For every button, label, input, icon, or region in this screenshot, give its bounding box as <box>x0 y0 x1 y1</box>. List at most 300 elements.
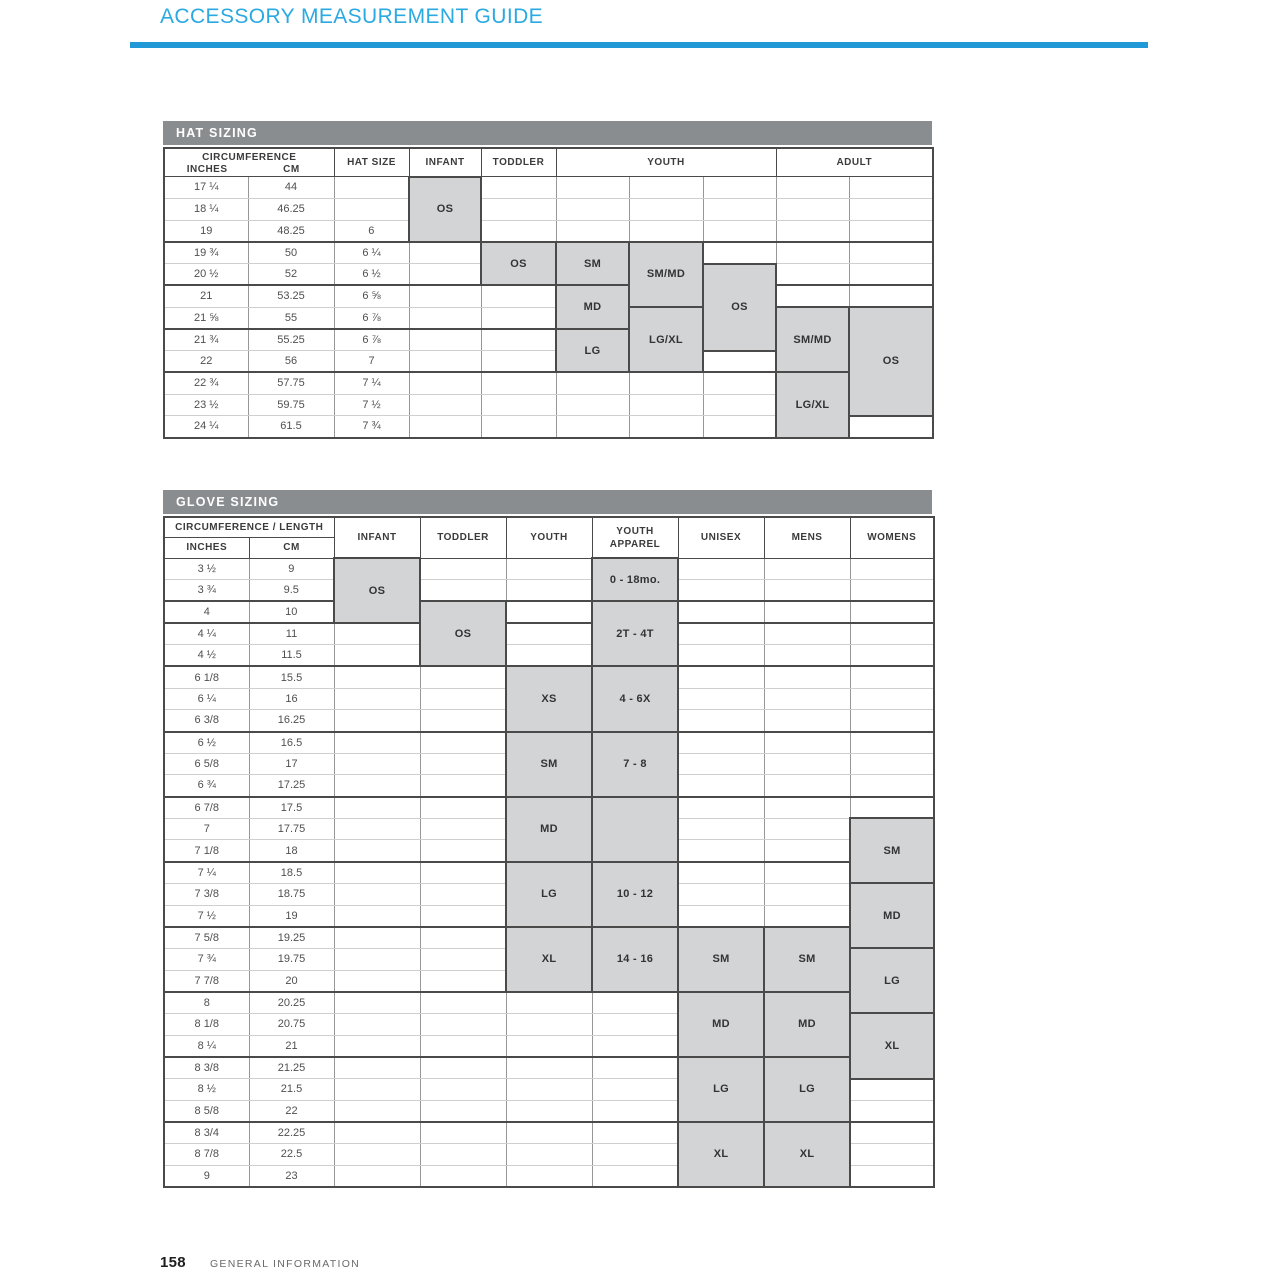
empty-cell <box>850 753 934 775</box>
empty-cell <box>678 688 764 710</box>
measure-cell: 22.25 <box>249 1122 334 1144</box>
measure-cell: 48.25 <box>248 220 334 242</box>
empty-cell <box>420 818 506 840</box>
measure-cell: 7 5/8 <box>164 927 249 949</box>
empty-cell <box>409 307 481 329</box>
empty-cell <box>420 1057 506 1079</box>
size-block: MD <box>556 285 629 329</box>
empty-cell <box>678 623 764 645</box>
empty-cell <box>850 710 934 732</box>
empty-cell <box>481 220 556 242</box>
empty-cell <box>592 1013 678 1035</box>
measure-cell: 24 ¼ <box>164 416 248 438</box>
measure-cell: 16 <box>249 688 334 710</box>
empty-cell <box>420 1079 506 1101</box>
measure-cell: 6 ¼ <box>164 688 249 710</box>
empty-cell <box>334 797 420 819</box>
measure-cell: 6 ⅝ <box>334 285 409 307</box>
unit-header: INCHES <box>186 164 228 175</box>
empty-cell <box>850 1079 934 1101</box>
empty-cell <box>481 285 556 307</box>
table-row <box>164 220 933 242</box>
empty-cell <box>420 1013 506 1035</box>
empty-cell <box>420 558 506 580</box>
measure-cell: 57.75 <box>248 372 334 394</box>
unit-header: INCHES <box>164 537 249 558</box>
empty-cell <box>764 580 850 602</box>
empty-cell <box>334 905 420 927</box>
empty-cell <box>678 601 764 623</box>
hat-table-grid <box>163 147 934 439</box>
empty-cell <box>703 351 776 373</box>
measure-cell: 17.75 <box>249 818 334 840</box>
table-row <box>164 558 934 580</box>
column-header: UNISEX <box>678 517 764 558</box>
empty-cell <box>334 970 420 992</box>
empty-cell <box>764 883 850 905</box>
empty-cell <box>409 416 481 438</box>
empty-cell <box>678 580 764 602</box>
size-block: SM/MD <box>629 242 703 307</box>
empty-cell <box>556 198 629 220</box>
measure-cell: 15.5 <box>249 666 334 688</box>
size-block: 14 - 16 <box>592 927 678 992</box>
empty-cell <box>592 992 678 1014</box>
size-block: MD <box>506 797 592 862</box>
empty-cell <box>420 753 506 775</box>
empty-cell <box>334 862 420 884</box>
measure-cell: 21 ⅝ <box>164 307 248 329</box>
table-row <box>164 242 933 264</box>
empty-cell <box>556 372 629 394</box>
size-block: OS <box>481 242 556 286</box>
size-block: XL <box>678 1122 764 1187</box>
empty-cell <box>629 372 703 394</box>
empty-cell <box>420 992 506 1014</box>
table-row <box>164 307 933 329</box>
empty-cell <box>556 220 629 242</box>
size-block: SM <box>556 242 629 286</box>
empty-cell <box>420 1144 506 1166</box>
empty-cell <box>334 1165 420 1187</box>
measure-cell: 53.25 <box>248 285 334 307</box>
empty-cell <box>592 1122 678 1144</box>
measure-cell: 46.25 <box>248 198 334 220</box>
empty-cell <box>334 840 420 862</box>
empty-cell <box>334 688 420 710</box>
size-block <box>592 797 678 862</box>
empty-cell <box>334 666 420 688</box>
measure-cell: 23 <box>249 1165 334 1187</box>
measure-cell: 20.75 <box>249 1013 334 1035</box>
empty-cell <box>850 775 934 797</box>
size-block: OS <box>703 264 776 351</box>
size-block: 2T - 4T <box>592 601 678 666</box>
empty-cell <box>506 1165 592 1187</box>
empty-cell <box>506 1100 592 1122</box>
table-row <box>164 285 933 307</box>
empty-cell <box>506 580 592 602</box>
empty-cell <box>334 710 420 732</box>
empty-cell <box>506 992 592 1014</box>
column-header: INFANT <box>409 148 481 177</box>
empty-cell <box>334 732 420 754</box>
measure-cell: 22.5 <box>249 1144 334 1166</box>
measure-cell: 6 1/8 <box>164 666 249 688</box>
empty-cell <box>420 840 506 862</box>
empty-cell <box>420 970 506 992</box>
empty-cell <box>592 1079 678 1101</box>
column-header: YOUTH <box>506 517 592 558</box>
empty-cell <box>678 732 764 754</box>
table-row <box>164 623 934 645</box>
measure-cell: 7 ¾ <box>164 948 249 970</box>
table-row <box>164 601 934 623</box>
measure-cell: 22 <box>164 351 248 373</box>
empty-cell <box>334 992 420 1014</box>
empty-cell <box>409 242 481 264</box>
size-block: XL <box>506 927 592 992</box>
empty-cell <box>506 1079 592 1101</box>
empty-cell <box>592 1144 678 1166</box>
measure-cell: 8 <box>164 992 249 1014</box>
measure-cell: 19 <box>249 905 334 927</box>
measure-cell: 61.5 <box>248 416 334 438</box>
empty-cell <box>481 198 556 220</box>
measure-cell: 21 <box>249 1035 334 1057</box>
unit-header: CM <box>249 537 334 558</box>
table-row <box>164 198 933 220</box>
empty-cell <box>334 927 420 949</box>
glove-sizing-table <box>163 490 932 1188</box>
empty-cell <box>334 883 420 905</box>
size-block: XL <box>764 1122 850 1187</box>
measure-cell: 8 1/8 <box>164 1013 249 1035</box>
table-row <box>164 580 934 602</box>
empty-cell <box>678 645 764 667</box>
empty-cell <box>481 329 556 351</box>
section-label: GENERAL INFORMATION <box>209 1258 361 1270</box>
empty-cell <box>420 905 506 927</box>
page-title: ACCESSORY MEASUREMENT GUIDE <box>160 5 544 28</box>
circumference-header: CIRCUMFERENCE / LENGTH <box>164 517 334 537</box>
empty-cell <box>409 285 481 307</box>
measure-cell: 7 <box>334 351 409 373</box>
size-block: SM <box>506 732 592 797</box>
accent-rule <box>130 42 1148 48</box>
size-block: 4 - 6X <box>592 666 678 731</box>
measure-cell: 7 ¼ <box>334 372 409 394</box>
empty-cell <box>850 623 934 645</box>
empty-cell <box>334 818 420 840</box>
measure-cell: 9.5 <box>249 580 334 602</box>
empty-cell <box>506 645 592 667</box>
measure-cell: 19.25 <box>249 927 334 949</box>
measure-cell: 21 <box>164 285 248 307</box>
empty-cell <box>850 1165 934 1187</box>
size-block: 10 - 12 <box>592 862 678 927</box>
size-block: SM <box>678 927 764 992</box>
measure-cell: 4 ¼ <box>164 623 249 645</box>
empty-cell <box>678 862 764 884</box>
size-block: SM <box>764 927 850 992</box>
measure-cell: 20 <box>249 970 334 992</box>
measure-cell: 18 ¼ <box>164 198 248 220</box>
measure-cell: 11 <box>249 623 334 645</box>
empty-cell <box>850 1144 934 1166</box>
measure-cell: 7 1/8 <box>164 840 249 862</box>
size-block: SM <box>850 818 934 883</box>
measure-cell: 6 ¼ <box>334 242 409 264</box>
measure-cell: 18.5 <box>249 862 334 884</box>
measure-cell: 18 <box>249 840 334 862</box>
empty-cell <box>776 198 849 220</box>
empty-cell <box>850 1100 934 1122</box>
measure-cell <box>334 177 409 199</box>
page-number: 158 <box>160 1254 186 1271</box>
empty-cell <box>678 710 764 732</box>
size-block: LG <box>556 329 629 373</box>
empty-cell <box>506 558 592 580</box>
empty-cell <box>420 883 506 905</box>
measure-cell: 8 ½ <box>164 1079 249 1101</box>
column-header: ADULT <box>776 148 933 177</box>
table-row <box>164 1122 934 1144</box>
empty-cell <box>334 775 420 797</box>
empty-cell <box>849 416 933 438</box>
measure-cell: 55 <box>248 307 334 329</box>
empty-cell <box>629 416 703 438</box>
measure-cell: 7 3/8 <box>164 883 249 905</box>
empty-cell <box>409 351 481 373</box>
empty-cell <box>420 580 506 602</box>
empty-cell <box>764 710 850 732</box>
empty-cell <box>629 220 703 242</box>
size-block: 0 - 18mo. <box>592 558 678 601</box>
page-footer <box>160 1254 360 1271</box>
measure-cell: 6 ½ <box>164 732 249 754</box>
empty-cell <box>850 580 934 602</box>
empty-cell <box>481 177 556 199</box>
measure-cell: 56 <box>248 351 334 373</box>
size-block: MD <box>678 992 764 1057</box>
empty-cell <box>703 372 776 394</box>
empty-cell <box>678 797 764 819</box>
empty-cell <box>678 840 764 862</box>
measure-cell: 17 <box>249 753 334 775</box>
empty-cell <box>678 666 764 688</box>
empty-cell <box>334 1122 420 1144</box>
empty-cell <box>334 623 420 645</box>
empty-cell <box>849 220 933 242</box>
measure-cell: 6 ½ <box>334 264 409 286</box>
circumference-header: CIRCUMFERENCE INCHES CM <box>164 148 334 177</box>
table-row <box>164 177 933 199</box>
measure-cell: 50 <box>248 242 334 264</box>
empty-cell <box>420 688 506 710</box>
measure-cell: 23 ½ <box>164 394 248 416</box>
measure-cell: 10 <box>249 601 334 623</box>
empty-cell <box>764 818 850 840</box>
empty-cell <box>764 840 850 862</box>
measure-cell: 19.75 <box>249 948 334 970</box>
measure-cell: 8 7/8 <box>164 1144 249 1166</box>
measure-cell: 3 ¾ <box>164 580 249 602</box>
empty-cell <box>506 1035 592 1057</box>
empty-cell <box>556 416 629 438</box>
empty-cell <box>481 416 556 438</box>
empty-cell <box>481 372 556 394</box>
measure-cell: 7 <box>164 818 249 840</box>
size-block: XS <box>506 666 592 731</box>
empty-cell <box>678 883 764 905</box>
empty-cell <box>849 198 933 220</box>
measure-cell: 44 <box>248 177 334 199</box>
size-block: MD <box>764 992 850 1057</box>
empty-cell <box>420 666 506 688</box>
empty-cell <box>678 753 764 775</box>
empty-cell <box>506 1057 592 1079</box>
measure-cell: 17 ¼ <box>164 177 248 199</box>
table-row <box>164 927 934 949</box>
size-block: LG <box>506 862 592 927</box>
empty-cell <box>764 905 850 927</box>
empty-cell <box>776 177 849 199</box>
measure-cell: 6 ⅞ <box>334 307 409 329</box>
measure-cell: 6 ⅞ <box>334 329 409 351</box>
empty-cell <box>420 862 506 884</box>
measure-cell: 18.75 <box>249 883 334 905</box>
measure-cell: 16.5 <box>249 732 334 754</box>
measure-cell: 22 ¾ <box>164 372 248 394</box>
column-header: MENS <box>764 517 850 558</box>
empty-cell <box>334 1013 420 1035</box>
table-row <box>164 645 934 667</box>
empty-cell <box>334 1057 420 1079</box>
empty-cell <box>764 558 850 580</box>
empty-cell <box>334 1100 420 1122</box>
empty-cell <box>776 220 849 242</box>
column-header: TODDLER <box>420 517 506 558</box>
measure-cell: 8 ¼ <box>164 1035 249 1057</box>
hat-sizing-table <box>163 121 932 439</box>
empty-cell <box>850 732 934 754</box>
empty-cell <box>629 394 703 416</box>
empty-cell <box>850 688 934 710</box>
empty-cell <box>776 264 849 286</box>
measure-cell: 6 3/8 <box>164 710 249 732</box>
empty-cell <box>703 198 776 220</box>
empty-cell <box>409 329 481 351</box>
empty-cell <box>629 198 703 220</box>
empty-cell <box>420 775 506 797</box>
empty-cell <box>849 242 933 264</box>
empty-cell <box>334 1079 420 1101</box>
empty-cell <box>481 394 556 416</box>
measure-cell: 6 7/8 <box>164 797 249 819</box>
measure-cell: 22 <box>249 1100 334 1122</box>
empty-cell <box>849 285 933 307</box>
empty-cell <box>764 753 850 775</box>
empty-cell <box>334 753 420 775</box>
empty-cell <box>592 1165 678 1187</box>
measure-cell: 17.5 <box>249 797 334 819</box>
empty-cell <box>776 242 849 264</box>
empty-cell <box>592 1035 678 1057</box>
column-header: TODDLER <box>481 148 556 177</box>
table-row <box>164 992 934 1014</box>
glove-table-grid <box>163 516 935 1188</box>
empty-cell <box>420 797 506 819</box>
table-row <box>164 862 934 884</box>
measure-cell: 17.25 <box>249 775 334 797</box>
measure-cell: 8 5/8 <box>164 1100 249 1122</box>
measure-cell: 59.75 <box>248 394 334 416</box>
empty-cell <box>703 394 776 416</box>
empty-cell <box>764 666 850 688</box>
measure-cell: 6 ¾ <box>164 775 249 797</box>
empty-cell <box>850 666 934 688</box>
size-block: OS <box>409 177 481 242</box>
table-row <box>164 1057 934 1079</box>
empty-cell <box>764 601 850 623</box>
empty-cell <box>629 177 703 199</box>
size-block: SM/MD <box>776 307 849 372</box>
empty-cell <box>420 1035 506 1057</box>
empty-cell <box>678 818 764 840</box>
measure-cell: 3 ½ <box>164 558 249 580</box>
empty-cell <box>764 623 850 645</box>
size-block: OS <box>334 558 420 623</box>
column-header: YOUTH <box>556 148 776 177</box>
empty-cell <box>506 623 592 645</box>
empty-cell <box>481 351 556 373</box>
empty-cell <box>764 862 850 884</box>
empty-cell <box>556 394 629 416</box>
unit-header: CM <box>283 164 300 175</box>
empty-cell <box>556 177 629 199</box>
empty-cell <box>334 645 420 667</box>
table-row <box>164 666 934 688</box>
empty-cell <box>850 1122 934 1144</box>
measure-cell: 19 <box>164 220 248 242</box>
measure-cell: 9 <box>164 1165 249 1187</box>
size-block: LG/XL <box>629 307 703 372</box>
empty-cell <box>592 1057 678 1079</box>
measure-cell: 20.25 <box>249 992 334 1014</box>
empty-cell <box>409 372 481 394</box>
measure-cell: 7 ½ <box>334 394 409 416</box>
empty-cell <box>334 1035 420 1057</box>
empty-cell <box>850 558 934 580</box>
empty-cell <box>409 394 481 416</box>
empty-cell <box>420 1165 506 1187</box>
measure-cell: 6 5/8 <box>164 753 249 775</box>
empty-cell <box>764 688 850 710</box>
column-header: YOUTH APPAREL <box>592 517 678 558</box>
empty-cell <box>764 645 850 667</box>
column-header: INFANT <box>334 517 420 558</box>
empty-cell <box>850 601 934 623</box>
empty-cell <box>420 1122 506 1144</box>
empty-cell <box>850 645 934 667</box>
size-block: LG <box>850 948 934 1013</box>
empty-cell <box>592 1100 678 1122</box>
measure-cell: 11.5 <box>249 645 334 667</box>
measure-cell: 9 <box>249 558 334 580</box>
measure-cell: 20 ½ <box>164 264 248 286</box>
empty-cell <box>776 285 849 307</box>
